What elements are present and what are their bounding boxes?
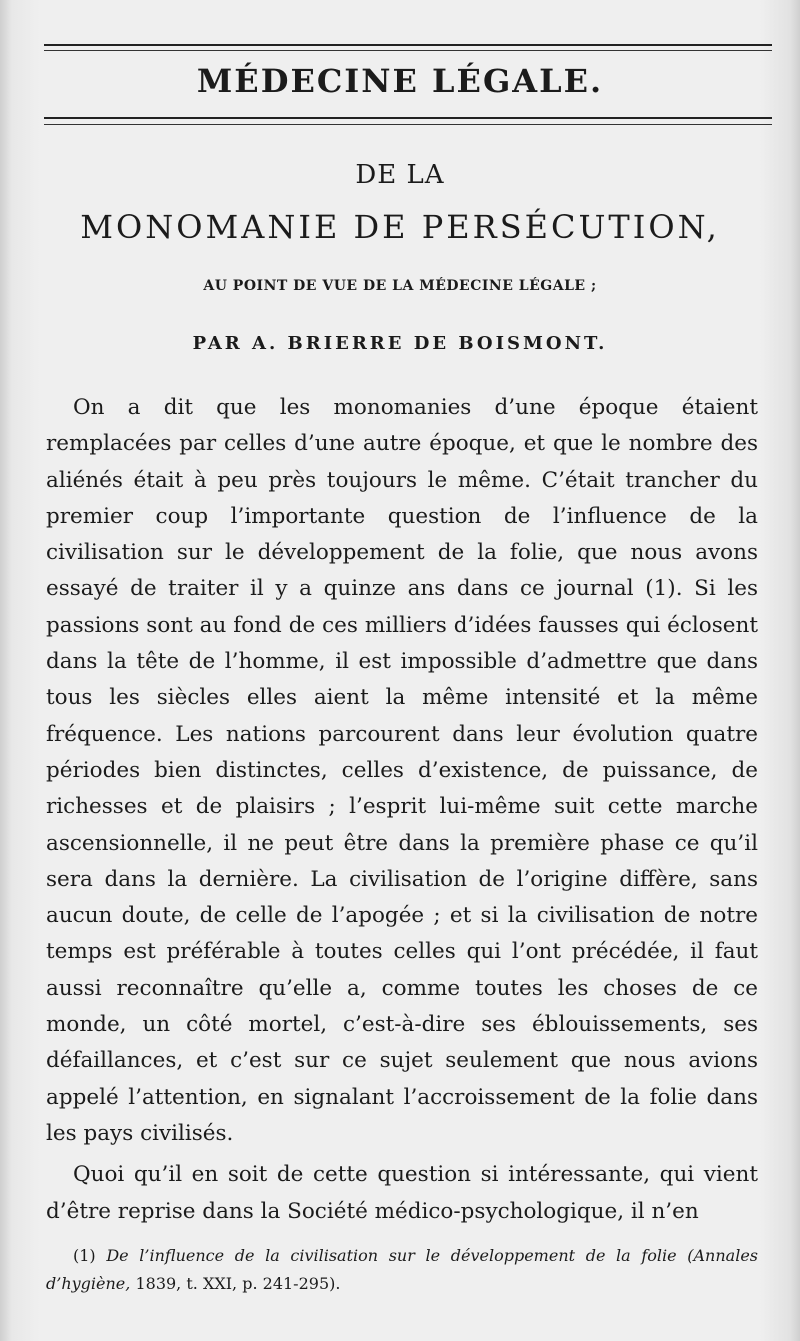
header-rule-top-thin bbox=[44, 50, 772, 51]
article-subtitle: AU POINT DE VUE DE LA MÉDECINE LÉGALE ; bbox=[203, 278, 597, 294]
footnote-marker: (1) bbox=[73, 1246, 96, 1265]
article-pre-title: DE LA bbox=[355, 160, 445, 190]
footnote-text bbox=[46, 1242, 758, 1298]
article-body bbox=[46, 390, 758, 1230]
footnote-italic-text: De l’influence de la civilisation sur le développement de la folie (Annales d’hygiène, bbox=[46, 1246, 759, 1293]
header-rule-top bbox=[44, 44, 772, 46]
section-title: MÉDECINE LÉGALE. bbox=[196, 62, 604, 100]
footnote-citation: 1839, t. XXI, p. 241-295). bbox=[135, 1274, 341, 1293]
article-title: MONOMANIE DE PERSÉCUTION, bbox=[80, 208, 720, 246]
header-rule-bottom bbox=[44, 117, 772, 119]
paragraph-2: Quoi qu’il en soit de cette question si intéressante, qui vient d’être reprise dans la Société médico-psychologique, il n’en bbox=[46, 1162, 758, 1224]
paragraph-1: On a dit que les monomanies d’une époque étaient remplacées par celles d’une autre époque, et que le nombre des aliénés était à peu près toujours le même. C’était trancher du premier coup l’importante question de l’influence de la civilisation sur le développement de la folie, que nous avons essayé de traiter il y a quinze ans dans ce journal (1). Si les passions sont au fond de ces milliers d’idées fausses qui éclosent dans la tête de l’homme, il est impossible d’admettre que dans tous les siècles elles aient la même intensité et la même fréquence. Les nations parcourent dans leur évolution quatre périodes bien distinctes, celles d’existence, de puissance, de richesses et de plaisirs ; l’esprit lui-même suit cette marche ascensionnelle, il ne peut être dans la première phase ce qu’il sera dans la dernière. La civilisation de l’origine diffère, sans aucun doute, de celle de l’apogée ; et si la civilisation de notre temps est préférable à toutes celles qui l’ont précédée, il faut aussi reconnaître qu’elle a, comme toutes les choses de ce monde, un côté mortel, c’est-à-dire ses éblouissements, ses défaillances, et c’est sur ce sujet seulement que nous avions appelé l’attention, en signalant l’accroissement de la folie dans les pays civilisés. bbox=[46, 395, 758, 1146]
article-author: PAR A. BRIERRE DE BOISMONT. bbox=[192, 333, 608, 354]
footnote bbox=[46, 1242, 758, 1298]
header-rule-bottom-thin bbox=[44, 124, 772, 125]
